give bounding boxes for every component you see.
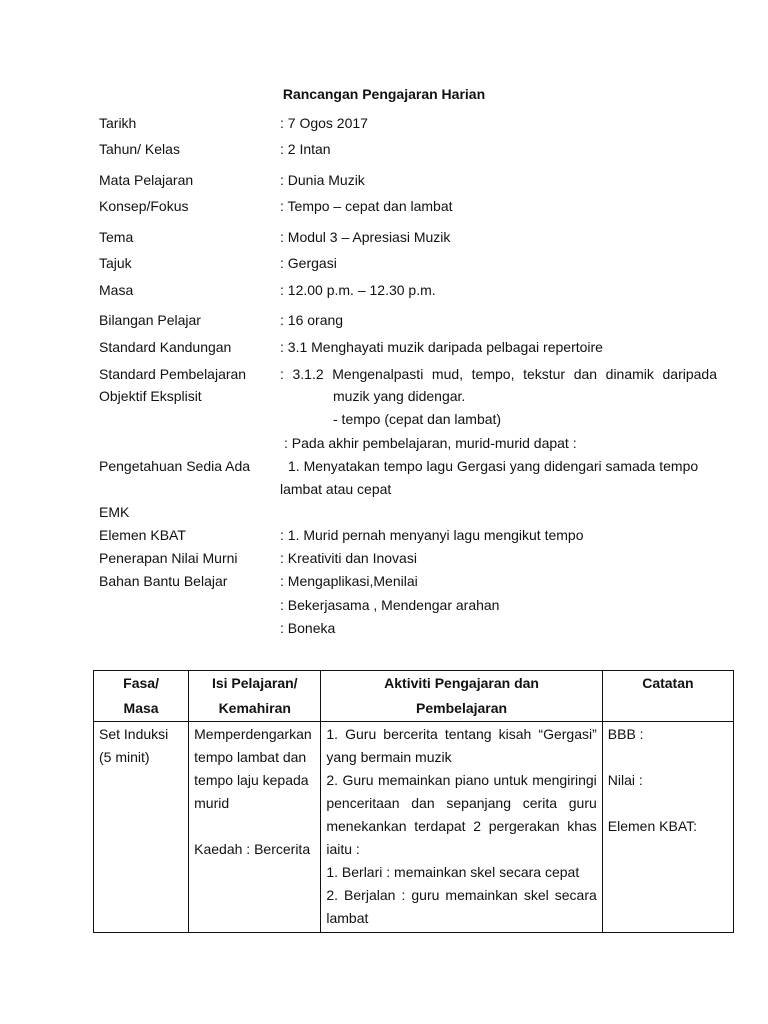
field-value: : Modul 3 – Apresiasi Muzik [280, 229, 451, 245]
field-value-line: 1. Menyatakan tempo lagu Gergasi yang didengari samada tempo [288, 458, 699, 474]
field-label: Bahan Bantu Belajar [99, 573, 228, 589]
cell-catatan [602, 722, 733, 933]
cell-text: (5 minit) [99, 749, 150, 765]
header-isi-pelajaran [189, 671, 321, 722]
cell-aktiviti [321, 722, 602, 933]
field-value: : 16 orang [280, 312, 344, 328]
field-value-line: - tempo (cepat dan lambat) [333, 411, 502, 427]
field-value: : 3.1 Menghayati muzik daripada pelbagai repertoire [280, 339, 603, 355]
field-label: Tahun/ Kelas [99, 141, 180, 157]
header-fasa-masa [94, 671, 189, 722]
field-label: Pengetahuan Sedia Ada [99, 458, 251, 474]
field-tajuk [99, 255, 729, 275]
field-label: Objektif Eksplisit [99, 388, 202, 404]
field-value: : 12.00 p.m. – 12.30 p.m. [280, 282, 436, 298]
cell-text: Set Induksi [99, 726, 169, 742]
field-masa [99, 282, 729, 302]
field-value-line: : 3.1.2 Mengenalpasti mud, tempo, tekstur dan dinamik daripada [280, 366, 717, 382]
header-text: Aktiviti Pengajaran dan [384, 675, 539, 691]
field-value: : Tempo – cepat dan lambat [280, 198, 453, 214]
field-tema [99, 229, 729, 249]
cell-text: Elemen KBAT: [607, 818, 698, 834]
field-value-line: muzik yang didengar. [333, 388, 466, 404]
field-label: Tarikh [99, 115, 137, 131]
page-title: Rancangan Pengajaran Harian [282, 86, 486, 102]
header-text: Kemahiran [218, 700, 291, 716]
cell-text: Memperdengarkan [194, 726, 312, 742]
field-standard-kandungan [99, 339, 729, 359]
field-bahan-bantu-belajar [99, 573, 729, 593]
header-aktiviti [321, 671, 602, 722]
field-konsep-fokus [99, 198, 729, 218]
header-text: Masa [123, 700, 159, 716]
field-label: Masa [99, 282, 134, 298]
field-tarikh [99, 115, 729, 135]
cell-text: 1. Guru bercerita tentang kisah “Gergasi” yang bermain muzik [326, 726, 597, 765]
field-value-line: : Bekerjasama , Mendengar arahan [280, 597, 500, 613]
field-bilangan-pelajar [99, 312, 729, 332]
field-label: Konsep/Fokus [99, 198, 189, 214]
field-nilai-murni [99, 550, 729, 570]
field-elemen-kbat [99, 527, 729, 547]
field-label: Standard Kandungan [99, 339, 232, 355]
field-value: : 1. Murid pernah menyanyi lagu mengikut tempo [280, 527, 584, 543]
field-value: : 7 Ogos 2017 [280, 115, 368, 131]
field-value-line: : Boneka [280, 620, 336, 636]
field-label: EMK [99, 504, 130, 520]
field-emk [99, 504, 729, 524]
field-label: Tema [99, 229, 134, 245]
header-text: Fasa/ [123, 675, 159, 691]
cell-text: BBB : [607, 726, 644, 742]
cell-text: murid [194, 795, 230, 811]
field-tahun-kelas [99, 141, 729, 161]
field-value: : Gergasi [280, 255, 337, 271]
field-value: : 2 Intan [280, 141, 331, 157]
field-value: : Dunia Muzik [280, 172, 365, 188]
cell-text: Nilai : [607, 772, 643, 788]
field-mata-pelajaran [99, 172, 729, 192]
cell-fasa [94, 722, 189, 933]
header-text: Pembelajaran [416, 700, 508, 716]
cell-text: tempo lambat dan [194, 749, 307, 765]
cell-text: 2. Guru memainkan piano untuk mengiringi penceritaan dan sepanjang cerita guru menekankan terdapat 2 pergerakan khas iaitu : [326, 772, 597, 857]
field-value-line: lambat atau cepat [280, 481, 392, 497]
field-label: Tajuk [99, 255, 132, 271]
cell-text: Kaedah : Bercerita [194, 841, 311, 857]
field-label: Mata Pelajaran [99, 172, 194, 188]
header-text: Catatan [642, 675, 694, 691]
field-label: Bilangan Pelajar [99, 312, 201, 328]
field-label: Elemen KBAT [99, 527, 186, 543]
field-value: : Kreativiti dan Inovasi [280, 550, 417, 566]
table-header-row [94, 671, 734, 722]
header-text: Isi Pelajaran/ [211, 675, 298, 691]
field-value: : Mengaplikasi,Menilai [280, 573, 418, 589]
cell-text: 2. Berjalan : guru memainkan skel secara lambat [326, 887, 597, 926]
table-row [94, 722, 734, 933]
cell-text: tempo laju kepada [194, 772, 309, 788]
field-value-line: : Pada akhir pembelajaran, murid-murid dapat : [284, 435, 577, 451]
field-label: Standard Pembelajaran [99, 366, 247, 382]
cell-isi [189, 722, 321, 933]
cell-text: 1. Berlari : memainkan skel secara cepat [326, 864, 580, 880]
header-catatan [602, 671, 733, 722]
lesson-table [93, 670, 734, 933]
field-label: Penerapan Nilai Murni [99, 550, 238, 566]
